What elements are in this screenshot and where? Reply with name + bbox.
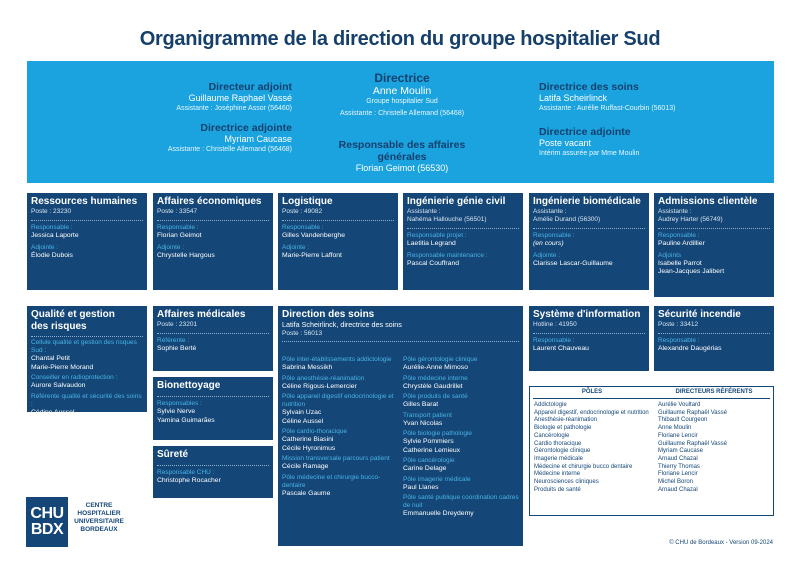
value: Jean-Jacques Jalibert	[658, 268, 725, 275]
directeurs-list	[658, 402, 772, 494]
box-title: Ressources humaines	[31, 196, 138, 207]
value: Pascal Couffrand	[407, 259, 460, 267]
affaires-generales-block	[322, 139, 482, 174]
box-ingenierie-biomedicale	[529, 193, 649, 290]
assistant-label: Assistante :	[533, 208, 567, 215]
pole-value: Carine Delage	[403, 465, 447, 472]
box-title: Ingénierie génie civil	[407, 196, 506, 207]
value: Clarisse Lascar-Guillaume	[533, 259, 613, 267]
label: Référente :	[157, 337, 190, 344]
pole-label: Pôle anesthésie-réanimation	[282, 374, 365, 382]
list-item: Floriane Lencir	[658, 432, 698, 439]
pole-label: Mission transversale parcours patient	[282, 455, 390, 462]
value: Isabelle Parrot	[658, 259, 702, 267]
copyright: © CHU de Bordeaux - Version 09-2024	[669, 540, 773, 546]
value: Sophie Berté	[157, 345, 197, 352]
role: Directrice	[374, 71, 430, 85]
box-surete	[153, 446, 273, 498]
assistant-label: Assistante :	[658, 208, 692, 215]
poles-left-column	[282, 356, 398, 498]
label: Responsable CHU :	[157, 469, 215, 476]
header-poles: PÔLES	[581, 389, 603, 395]
assistant-name: Amélie Durand (56300)	[533, 216, 601, 223]
value: Yamina Guimarães	[157, 416, 215, 424]
role: Directrice adjointe	[200, 122, 292, 134]
pole-value: Céline Aussel	[282, 417, 324, 425]
chu-logo	[26, 497, 68, 547]
list-item: Aurélie Voultard	[658, 402, 701, 408]
list-item: Médecine interne	[534, 471, 581, 478]
directrice-soins-block	[539, 81, 689, 113]
pole-label: Pôle gérontologie clinique	[403, 356, 478, 363]
directeur-adjoint-block	[152, 81, 292, 113]
box-qualite-gestion-risques	[27, 306, 147, 416]
name: Florian Geimot (56530)	[355, 163, 449, 173]
pole-label: Pôle imagerie médicale	[403, 475, 471, 483]
name: Anne Moulin	[372, 85, 432, 97]
pole-label: Pôle médecine interne	[403, 374, 468, 382]
box-title: Qualité et gestion	[31, 309, 115, 320]
box-affaires-economiques	[153, 193, 273, 290]
list-item: Produits de santé	[534, 486, 581, 493]
pole-label: Pôle médecine et chirurgie bucco-dentaire	[282, 473, 381, 489]
pole-label: Pôle appareil digestif endocrinologie et nutrition	[282, 393, 394, 408]
subtitle: Latifa Scheirlinck, directrice des soins	[282, 320, 402, 329]
box-title: Admissions clientèle	[658, 196, 758, 207]
value: Chantal Petit	[31, 355, 70, 362]
logo-text-line: UNIVERSITAIRE	[74, 518, 124, 525]
label: Responsable :	[658, 337, 700, 344]
box-systeme-information	[529, 306, 649, 371]
value: Gilles Vandenberghe	[282, 232, 345, 239]
list-item: Cardio thoracique	[534, 440, 582, 447]
pole-value: Emmanuelle Dreydemy	[403, 510, 474, 517]
box-affaires-medicales	[153, 306, 273, 371]
list-item: Gérontologie clinique	[534, 448, 591, 455]
logo-line1: CHU	[30, 505, 64, 522]
pole-value: Pascale Gaume	[282, 489, 331, 497]
list-item: Floriane Lencir	[658, 471, 698, 478]
box-ressources-humaines	[27, 193, 147, 290]
name: Guillaume Raphael Vassé	[188, 93, 292, 103]
box-direction-des-soins	[278, 306, 523, 546]
pole-label: Pôle cancérologie	[403, 457, 455, 464]
box-admissions-clientele	[654, 193, 774, 297]
box-title: Affaires médicales	[157, 309, 246, 320]
value: Chrystelle Hargous	[157, 251, 215, 259]
assistant: Assistante : Christelle Allemand (56468)	[339, 110, 465, 117]
name: Latifa Scheirlinck	[539, 93, 608, 103]
role: Directeur adjoint	[208, 81, 292, 93]
directrice-block	[317, 72, 487, 118]
pole-value: Yvan Nicolas	[403, 419, 443, 427]
direction-header	[27, 61, 774, 183]
list-item: Biologie et pathologie	[534, 425, 592, 432]
label: Référente qualité et sécurité des soins :	[31, 392, 142, 408]
list-item: Addictologie	[534, 402, 567, 408]
box-title: Logistique	[282, 196, 333, 207]
label: Responsable :	[658, 232, 700, 239]
logo-text	[72, 502, 126, 534]
assistant-label: Assistante :	[407, 208, 441, 215]
pole-label: Pôle produits de santé	[403, 393, 468, 400]
label: Adjoints	[658, 251, 682, 259]
assistant: Assistante : Joséphine Assor (56460)	[176, 105, 292, 112]
poste: Poste : 49082	[282, 208, 323, 215]
role: Responsable des affaires générales	[338, 139, 466, 163]
directrice-adjointe-block	[112, 122, 292, 154]
pole-value: Paul Llanes	[403, 483, 439, 491]
list-item: Anesthésie-réanimation	[534, 417, 598, 424]
box-ingenierie-genie-civil	[403, 193, 523, 290]
logo-text-line: BORDEAUX	[80, 526, 118, 533]
label: Responsable :	[282, 224, 324, 231]
role: Directrice adjointe	[539, 126, 631, 138]
page-title: Organigramme de la direction du groupe hospitalier Sud	[139, 28, 661, 50]
label: Adjointe :	[282, 243, 310, 251]
list-item: Anne Moulin	[658, 425, 692, 432]
box-title: Affaires économiques	[157, 196, 262, 207]
list-item: Michel Boron	[658, 479, 694, 486]
value: Marie-Pierre Laffont	[282, 251, 342, 259]
directrice-adjointe-vacant-block	[539, 126, 689, 158]
name: Myriam Caucase	[224, 134, 292, 144]
value: Cédine Aussel	[31, 408, 75, 416]
label: Responsable projet :	[407, 232, 467, 239]
poste: Poste : 56013	[282, 329, 323, 337]
label: Responsable :	[31, 224, 73, 231]
label: Conseiller en radioprotection :	[31, 374, 118, 381]
label: Responsables :	[157, 400, 202, 407]
box-title: Sûreté	[157, 449, 189, 460]
label: Adjointe :	[533, 251, 561, 259]
pole-value: Gilles Barat	[403, 401, 439, 408]
label: Responsable :	[533, 232, 575, 239]
interim: Intérim assurée par Mme Moulin	[539, 150, 640, 157]
logo-text-line: HOSPITALIER	[77, 510, 121, 517]
pole-value: Cécile Hyronimus	[282, 444, 336, 452]
label: Cellule qualité et gestion des risques Sud :	[31, 339, 137, 354]
pole-value: Cécile Ramage	[282, 463, 329, 470]
box-title: Bionettoyage	[157, 380, 221, 391]
assistant: Assistante : Christelle Allemand (56468)	[167, 146, 292, 153]
list-item: Myriam Caucase	[658, 448, 704, 455]
list-item: Médecine et chirurgie bucco dentaire	[534, 463, 633, 470]
list-item: Arnaud Chazal	[658, 455, 698, 462]
value: (en cours)	[533, 240, 564, 247]
value: Sylvie Nerve	[157, 408, 196, 415]
pole-label: Pôle inter-établissements addictologie	[282, 356, 392, 363]
box-bionettoyage	[153, 377, 273, 440]
value: Aurore Salvaudon	[31, 382, 86, 389]
value: Marie-Pierre Morand	[31, 363, 94, 371]
assistant: Assistante : Aurélie Ruffast-Courbin (56013)	[539, 105, 676, 112]
pole-label: Pôle cardio-thoracique	[282, 428, 348, 435]
poste: Poste : 23230	[31, 208, 72, 215]
referents-table	[529, 386, 774, 516]
list-item: Appareil digestif, endocrinologie et nutrition	[534, 409, 649, 416]
value: Élodie Dubois	[31, 251, 73, 259]
label: Responsable :	[157, 224, 199, 231]
pole-value: Sylvie Pommiers	[403, 438, 454, 445]
label: Adjointe :	[157, 243, 185, 251]
pole-value: Aurélie-Anne Mimoso	[403, 364, 468, 371]
role: Directrice des soins	[539, 81, 639, 93]
poles-right-column	[403, 356, 519, 519]
list-item: Arnaud Chazal	[658, 486, 698, 493]
value: Laurent Chauveau	[533, 345, 589, 352]
pole-label: Pôle santé publique coordination cadres de nuit	[403, 494, 519, 509]
value: Florian Geimot	[157, 232, 202, 239]
box-title: Ingénierie biomédicale	[533, 196, 641, 207]
pole-value: Chrystèle Gaudrillet	[403, 382, 463, 390]
list-item: Thierry Thomas	[658, 463, 700, 470]
logo-line2: BDX	[30, 521, 64, 538]
value: Pauline Ardillier	[658, 240, 705, 247]
pole-value: Catherine Biasini	[282, 436, 334, 443]
assistant-name: Audrey Harter (56749)	[658, 216, 723, 223]
pole-value: Sylvain Uzac	[282, 409, 322, 416]
poste: Poste : 23201	[157, 321, 198, 328]
name: Poste vacant	[539, 138, 592, 148]
value: Jessica Laporte	[31, 232, 79, 239]
pole-value: Céline Rigous-Lemercier	[282, 382, 357, 390]
list-item: Thibault Courgeon	[658, 417, 708, 424]
list-item: Guillaume Raphaël Vassé	[658, 440, 727, 447]
box-title-line2: des risques	[31, 321, 87, 332]
subtitle: Groupe hospitalier Sud	[366, 98, 438, 105]
hotline: Hotline : 41950	[533, 321, 577, 328]
label: Responsable :	[533, 337, 575, 344]
box-logistique	[278, 193, 398, 290]
label: Adjointe :	[31, 243, 59, 251]
value: Alexandre Daugérias	[658, 345, 722, 352]
value: Christophe Rocacher	[157, 477, 221, 484]
list-item: Neurosciences cliniques	[534, 479, 599, 486]
logo-text-line: CENTRE	[85, 502, 113, 509]
box-securite-incendie	[654, 306, 774, 371]
poste: Poste : 33412	[658, 321, 699, 328]
list-item: Cancérologie	[534, 432, 570, 439]
list-item: Imagerie médicale	[534, 455, 584, 462]
label: Responsable maintenance :	[407, 251, 488, 259]
header-directeurs: DIRECTEURS RÉFÉRENTS	[675, 389, 753, 395]
value: Laetitia Legrand	[407, 240, 456, 247]
list-item: Guillaume Raphaël Vassé	[658, 409, 727, 416]
box-title: Sécurité incendie	[658, 309, 741, 320]
poste: Poste : 33547	[157, 208, 198, 215]
pole-value: Sabrina Messikh	[282, 364, 333, 371]
pole-value: Catherine Lemieux	[403, 446, 461, 454]
pole-label: Transport patient	[403, 411, 452, 419]
poles-list	[534, 402, 656, 494]
box-title: Direction des soins	[282, 309, 375, 320]
table-divider	[533, 398, 770, 399]
pole-label: Pôle biologie pathologie	[403, 430, 473, 437]
box-title: Système d'information	[533, 309, 641, 320]
assistant-name: Nahéma Hallouche (56501)	[407, 216, 487, 223]
